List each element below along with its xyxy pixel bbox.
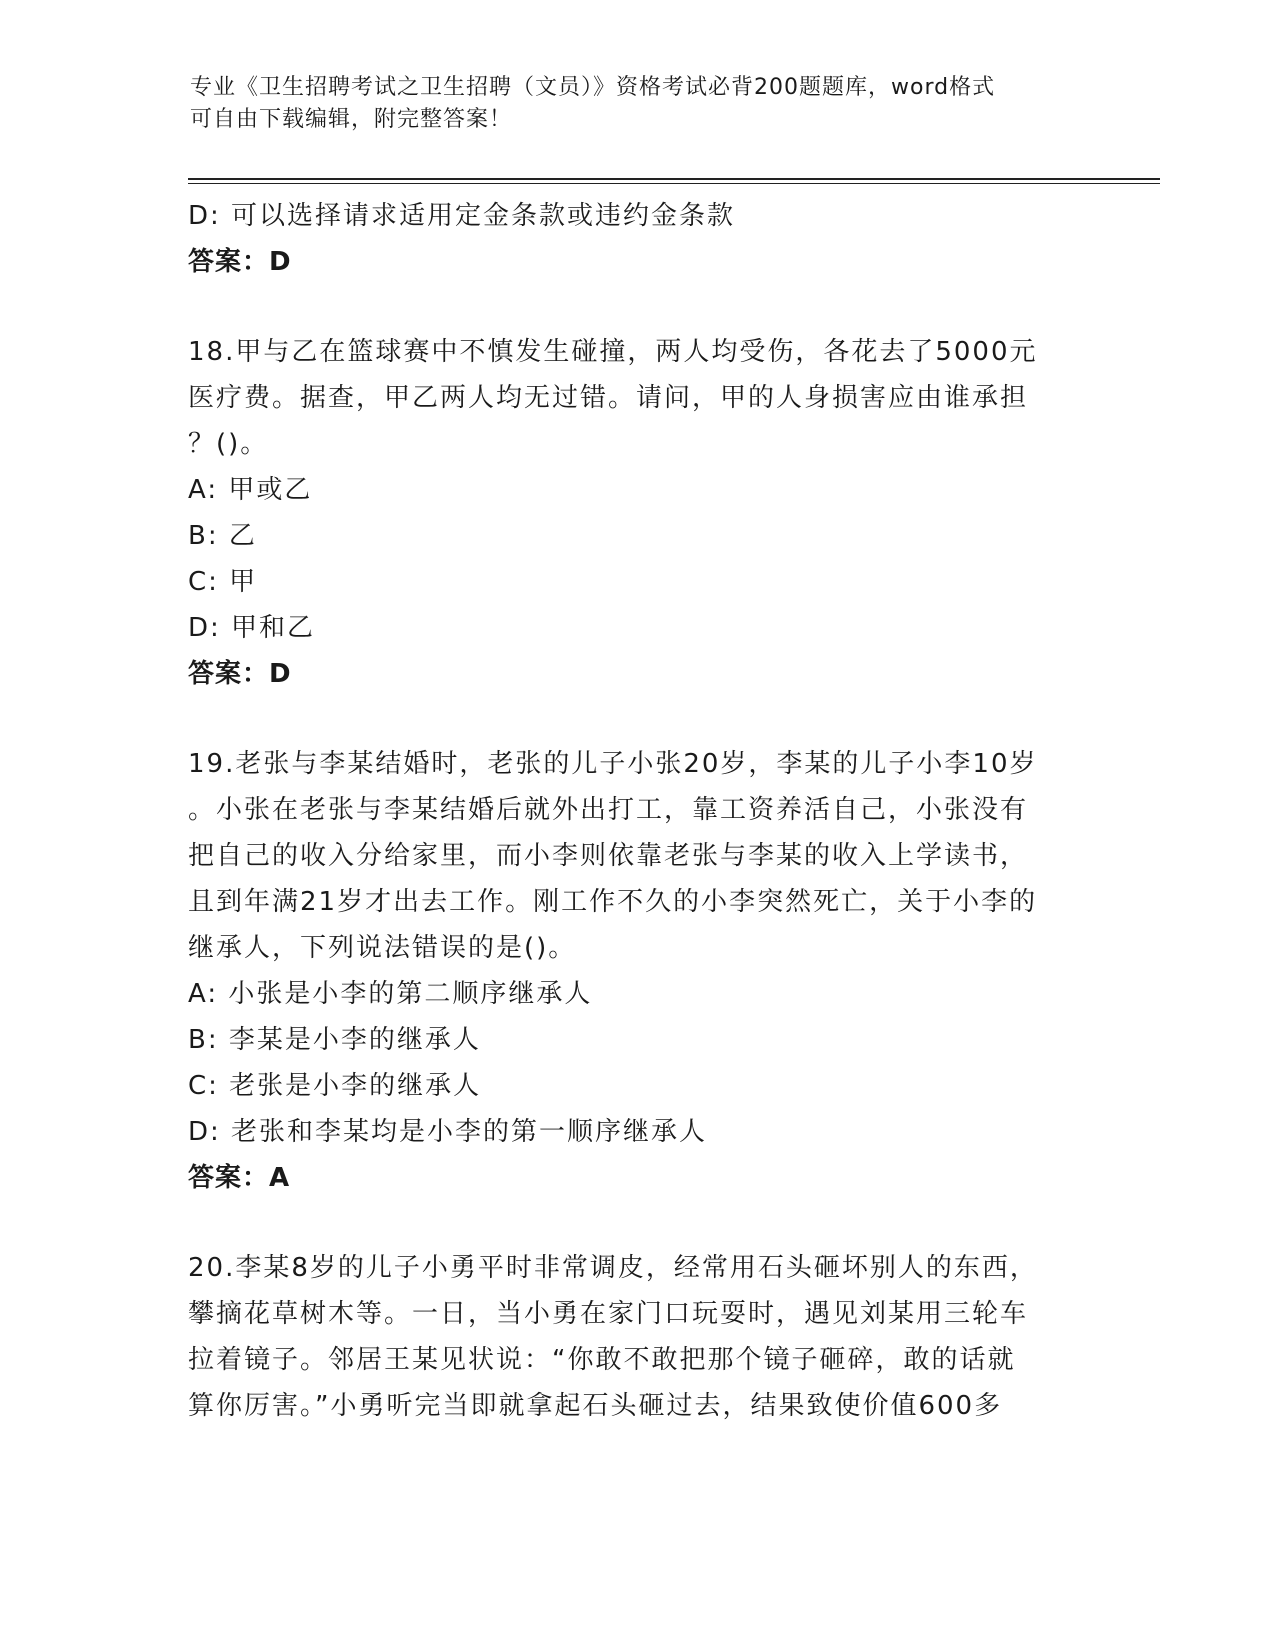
option-c: C: 老张是小李的继承人 xyxy=(188,1071,482,1101)
question-stem-line: 医疗费。据查，甲乙两人均无过错。请问，甲的人身损害应由谁承担 xyxy=(188,383,1029,413)
option-c: C: 甲 xyxy=(188,567,258,597)
question-19 xyxy=(188,741,1088,1201)
header-title-line-2: 可自由下载编辑，附完整答案！ xyxy=(190,107,513,132)
option-b: B: 李某是小李的继承人 xyxy=(188,1025,481,1055)
prev-answer: 答案：D xyxy=(188,247,292,277)
spacer xyxy=(188,285,1088,329)
header-title-line-1: 专业《卫生招聘考试之卫生招聘（文员）》资格考试必背200题题库，word格式 xyxy=(190,75,996,100)
question-stem-line: 攀摘花草树木等。一日，当小勇在家门口玩耍时，遇见刘某用三轮车 xyxy=(188,1299,1029,1329)
question-content xyxy=(188,193,1088,1429)
prev-option-d: D: 可以选择请求适用定金条款或违约金条款 xyxy=(188,201,736,231)
page-header xyxy=(190,72,1090,136)
answer: 答案：A xyxy=(188,1163,291,1193)
option-d: D: 老张和李某均是小李的第一顺序继承人 xyxy=(188,1117,708,1147)
question-stem-line: 把自己的收入分给家里，而小李则依靠老张与李某的收入上学读书， xyxy=(188,841,1029,871)
header-divider-thick xyxy=(188,178,1160,180)
spacer xyxy=(188,697,1088,741)
option-a: A: 小张是小李的第二顺序继承人 xyxy=(188,979,593,1009)
question-stem-line: 继承人，下列说法错误的是()。 xyxy=(188,933,577,963)
question-stem-line: 且到年满21岁才出去工作。刚工作不久的小李突然死亡，关于小李的 xyxy=(188,887,1038,917)
question-stem-line: 。小张在老张与李某结婚后就外出打工，靠工资养活自己，小张没有 xyxy=(188,795,1029,825)
header-divider-thin xyxy=(188,183,1160,184)
question-stem-line: ？()。 xyxy=(188,429,269,459)
question-stem-line: 18.甲与乙在篮球赛中不慎发生碰撞，两人均受伤，各花去了5000元 xyxy=(188,337,1038,367)
question-stem-line: 拉着镜子。邻居王某见状说：“你敢不敢把那个镜子砸碎，敢的话就 xyxy=(188,1345,1016,1375)
option-d: D: 甲和乙 xyxy=(188,613,316,643)
option-b: B: 乙 xyxy=(188,521,257,551)
question-20 xyxy=(188,1245,1088,1429)
answer: 答案：D xyxy=(188,659,292,689)
question-stem-line: 算你厉害。”小勇听完当即就拿起石头砸过去，结果致使价值600多 xyxy=(188,1391,1003,1421)
spacer xyxy=(188,1201,1088,1245)
question-stem-line: 20.李某8岁的儿子小勇平时非常调皮，经常用石头砸坏别人的东西， xyxy=(188,1253,1038,1283)
question-18 xyxy=(188,329,1088,697)
question-stem-line: 19.老张与李某结婚时，老张的儿子小张20岁，李某的儿子小李10岁 xyxy=(188,749,1038,779)
option-a: A: 甲或乙 xyxy=(188,475,313,505)
